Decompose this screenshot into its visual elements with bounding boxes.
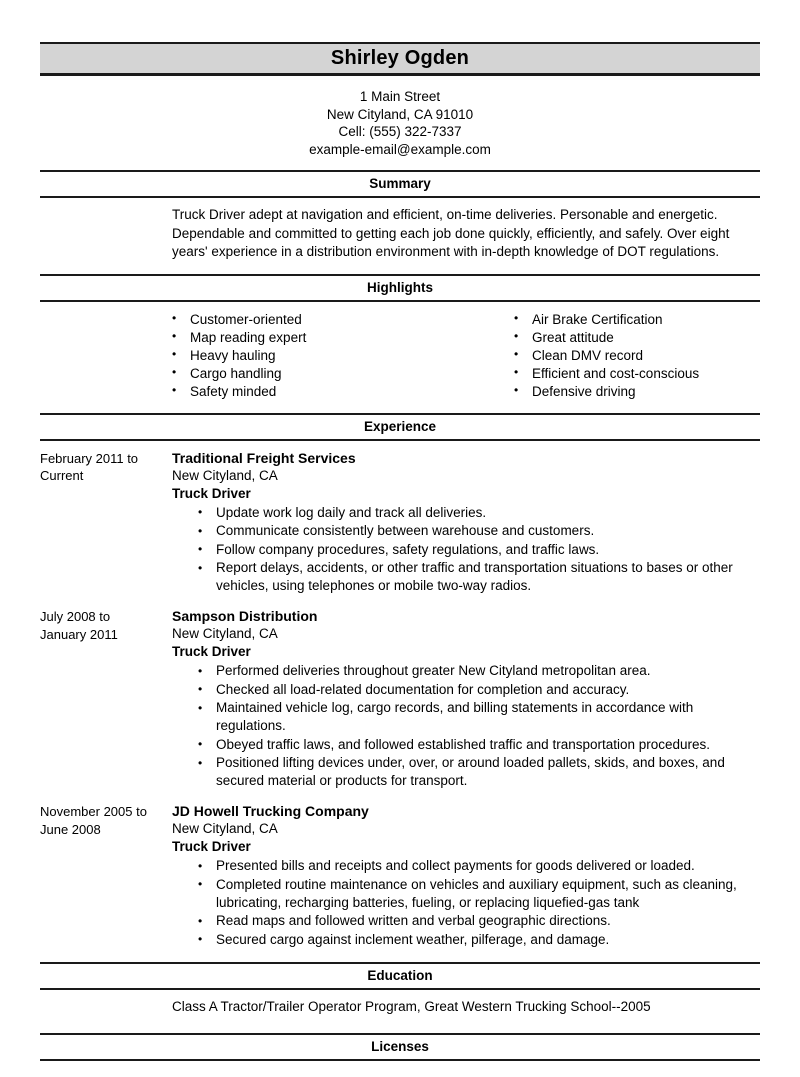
spacer-after-summary [40,262,760,268]
contact-phone: Cell: (555) 322-7337 [338,124,462,139]
highlights-column-two [400,311,760,401]
job-title: Truck Driver [172,485,251,501]
job-location: New Cityland, CA [172,467,278,483]
list-item: • Map reading expert [170,329,400,347]
summary-row [40,198,760,262]
list-item: • Positioned lifting devices under, over, or around loaded pallets, skids, and boxes, and secured material or products for transport. [196,754,758,790]
list-item: • Update work log daily and track all deliveries. [196,504,758,522]
job-body [172,441,760,600]
name-banner [40,42,760,73]
job-title: Truck Driver [172,644,251,659]
section-title-highlights: Highlights [367,279,433,295]
contact-street: 1 Main Street [359,89,441,104]
list-item: • Customer-oriented [170,311,400,329]
job-date-line-two: June 2008 [40,821,101,837]
candidate-name: Shirley Ogden [330,47,470,69]
experience-entry [40,794,760,953]
job-body [172,794,760,953]
section-title-licenses: Licenses [371,1038,429,1054]
list-item: • Great attitude [512,329,760,347]
job-date-line-two: Current [40,468,84,483]
section-title-education: Education [367,967,433,983]
job-dates [40,794,172,838]
name-banner-rule [40,73,760,76]
list-item: • Completed routine maintenance on vehicles and auxiliary equipment, such as cleaning, lubricating, recharging batteries, fueling, or replacing liquefied-gas tank [196,876,758,912]
contact-email: example-email@example.com [309,141,491,157]
job-date-line-two: January 2011 [40,626,118,642]
job-title: Truck Driver [172,839,251,854]
section-title-experience: Experience [363,418,437,434]
job-location: New Cityland, CA [172,821,278,836]
list-item: • Cargo handling [170,365,400,383]
list-item: • Clean DMV record [512,347,760,365]
highlights-list-one [170,311,400,401]
list-item: • Maintained vehicle log, cargo records, and billing statements in accordance with regulations. [196,699,758,735]
list-item: • Read maps and followed written and verbal geographic directions. [196,912,758,930]
summary-text: Truck Driver adept at navigation and efficient, on-time deliveries. Personable and energetic. Dependable and committed to getting each job done quickly, efficiently, and safely. Over eight years' experience in a distribution environment with in-depth knowledge of DOT regulations. [172,207,730,259]
job-bullet-list [172,857,758,949]
experience-entry [40,599,760,794]
list-item: • Follow company procedures, safety regulations, and traffic laws. [196,541,758,559]
list-item: • Secured cargo against inclement weather, pilferage, and damage. [196,931,758,949]
section-header-summary [40,170,760,198]
list-item: • Heavy hauling [170,347,400,365]
section-header-education [40,962,760,990]
spacer-before-licenses [40,1024,760,1027]
list-item: • Air Brake Certification [512,311,760,329]
job-body [172,599,760,794]
job-company: Traditional Freight Services [172,449,356,466]
list-item: • Report delays, accidents, or other traffic and transportation situations to bases or other vehicles, using telephones or mobile two-way radios. [196,559,758,595]
job-bullet-list [172,504,758,596]
section-header-experience [40,413,760,441]
section-title-summary: Summary [369,176,431,191]
list-item: • Safety minded [170,383,400,401]
list-item: • Efficient and cost-conscious [512,365,760,383]
contact-block [40,88,760,158]
job-company: Sampson Distribution [172,608,318,624]
education-entry: Class A Tractor/Trailer Operator Program, Great Western Trucking School--2005 [172,998,651,1014]
job-dates [40,441,172,485]
list-item: • Communicate consistently between warehouse and customers. [196,522,758,540]
contact-city-state-zip: New Cityland, CA 91010 [326,106,474,122]
job-date-line-one: February 2011 to [40,450,139,466]
section-header-highlights [40,274,760,302]
summary-body [172,198,760,262]
section-header-licenses [40,1033,760,1061]
summary-left-gutter [40,198,172,206]
job-date-line-one: July 2008 to [40,609,111,624]
job-location: New Cityland, CA [172,626,278,641]
list-item: • Defensive driving [512,383,760,401]
list-item: • Obeyed traffic laws, and followed established traffic and transportation procedures. [196,736,758,754]
experience-entry [40,441,760,600]
resume-page [0,42,800,1077]
highlights-list-two [512,311,760,401]
list-item: • Checked all load-related documentation for completion and accuracy. [196,681,758,699]
highlights-column-one [40,311,400,401]
job-company: JD Howell Trucking Company [172,803,369,819]
job-dates [40,599,172,643]
spacer-before-education [40,953,760,956]
highlights-body [40,302,760,407]
job-bullet-list [172,662,758,790]
list-item: • Performed deliveries throughout greater New Cityland metropolitan area. [196,662,758,680]
job-date-line-one: November 2005 to [40,804,147,819]
list-item: • Presented bills and receipts and collect payments for goods delivered or loaded. [196,857,758,875]
